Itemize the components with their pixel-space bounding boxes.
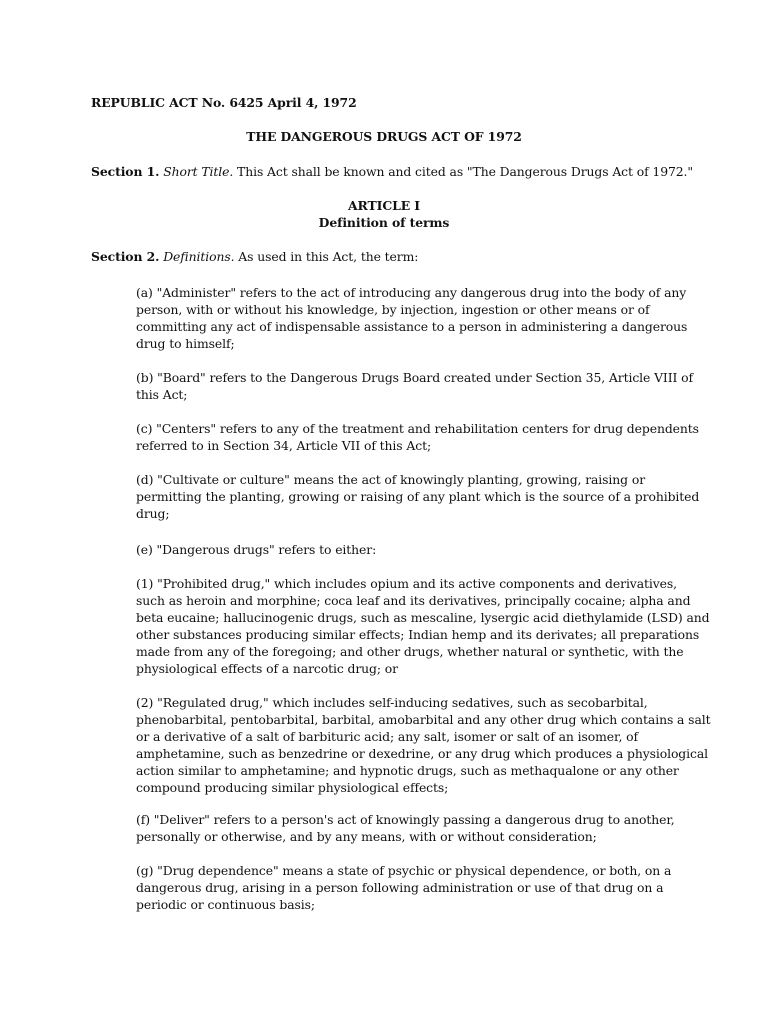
definition-e <box>136 541 676 558</box>
text-line: (2) "Regulated drug," which includes self-inducing sedatives, such as secobarbital, <box>136 695 648 710</box>
text-line: action similar to amphetamine; and hypnotic drugs, such as methaqualone or any other <box>136 763 679 778</box>
section-1-heading: Short Title. <box>163 164 234 179</box>
text-line: referred to in Section 34, Article VII of this Act; <box>136 438 432 453</box>
text-line: made from any of the foregoing; and other drugs, whether natural or synthetic, with the <box>136 644 684 659</box>
text-line: phenobarbital, pentobarbital, barbital, amobarbital and any other drug which contains a salt <box>136 712 711 727</box>
text-line: person, with or without his knowledge, by injection, ingestion or other means or of <box>136 302 650 317</box>
definition-b <box>136 369 694 403</box>
section-1-label: Section 1. <box>91 164 160 179</box>
definition-a <box>136 284 688 352</box>
text-line: this Act; <box>136 387 188 402</box>
article-label: ARTICLE I <box>348 198 420 213</box>
text-line: (e) "Dangerous drugs" refers to either: <box>136 542 377 557</box>
text-line: such as heroin and morphine; coca leaf and its derivatives, principally cocaine; alpha and <box>136 593 691 608</box>
definition-e1 <box>136 575 710 677</box>
article-title: Definition of terms <box>318 215 450 230</box>
text-line: physiological effects of a narcotic drug; or <box>136 661 398 676</box>
definition-f <box>136 811 676 845</box>
definition-d <box>136 471 700 522</box>
section-2-text: As used in this Act, the term: <box>238 249 419 264</box>
section-2 <box>91 248 418 265</box>
text-line: (f) "Deliver" refers to a person's act of knowingly passing a dangerous drug to another, <box>136 812 675 827</box>
text-line: compound producing similar physiological effects; <box>136 780 449 795</box>
definition-g <box>136 862 676 913</box>
text-line: beta eucaine; hallucinogenic drugs, such as mescaline, lysergic acid diethylamide (LSD) and <box>136 610 710 625</box>
text-line: committing any act of indispensable assistance to a person in administering a dangerous <box>136 319 688 334</box>
text-line: dangerous drug, arising in a person following administration or use of that drug on a <box>136 880 664 895</box>
text-line: (d) "Cultivate or culture" means the act of knowingly planting, growing, raising or <box>136 472 646 487</box>
text-line: periodic or continuous basis; <box>136 897 315 912</box>
text-line: (a) "Administer" refers to the act of introducing any dangerous drug into the body of any <box>136 285 687 300</box>
section-1 <box>91 163 693 180</box>
text-line: drug; <box>136 506 170 521</box>
text-line: personally or otherwise, and by any means, with or without consideration; <box>136 829 597 844</box>
section-1-text: This Act shall be known and cited as "The Dangerous Drugs Act of 1972." <box>237 164 693 179</box>
text-line: (1) "Prohibited drug," which includes opium and its active components and derivatives, <box>136 576 677 591</box>
section-2-label: Section 2. <box>91 249 160 264</box>
text-line: (g) "Drug dependence" means a state of psychic or physical dependence, or both, on a <box>136 863 672 878</box>
text-line: drug to himself; <box>136 336 235 351</box>
text-line: amphetamine, such as benzedrine or dexedrine, or any drug which produces a physiological <box>136 746 708 761</box>
act-number: REPUBLIC ACT No. 6425 April 4, 1972 <box>91 95 357 110</box>
text-line: or a derivative of a salt of barbituric acid; any salt, isomer or salt of an isomer, of <box>136 729 638 744</box>
text-line: (c) "Centers" refers to any of the treatment and rehabilitation centers for drug dependents <box>136 421 699 436</box>
text-line: (b) "Board" refers to the Dangerous Drugs Board created under Section 35, Article VIII of <box>136 370 694 385</box>
definition-c <box>136 420 699 454</box>
text-line: permitting the planting, growing or raising of any plant which is the source of a prohibited <box>136 489 700 504</box>
definition-e2 <box>136 694 711 796</box>
section-2-heading: Definitions. <box>163 249 235 264</box>
text-line: other substances producing similar effects; Indian hemp and its derivates; all preparations <box>136 627 700 642</box>
act-title: THE DANGEROUS DRUGS ACT OF 1972 <box>246 129 522 144</box>
